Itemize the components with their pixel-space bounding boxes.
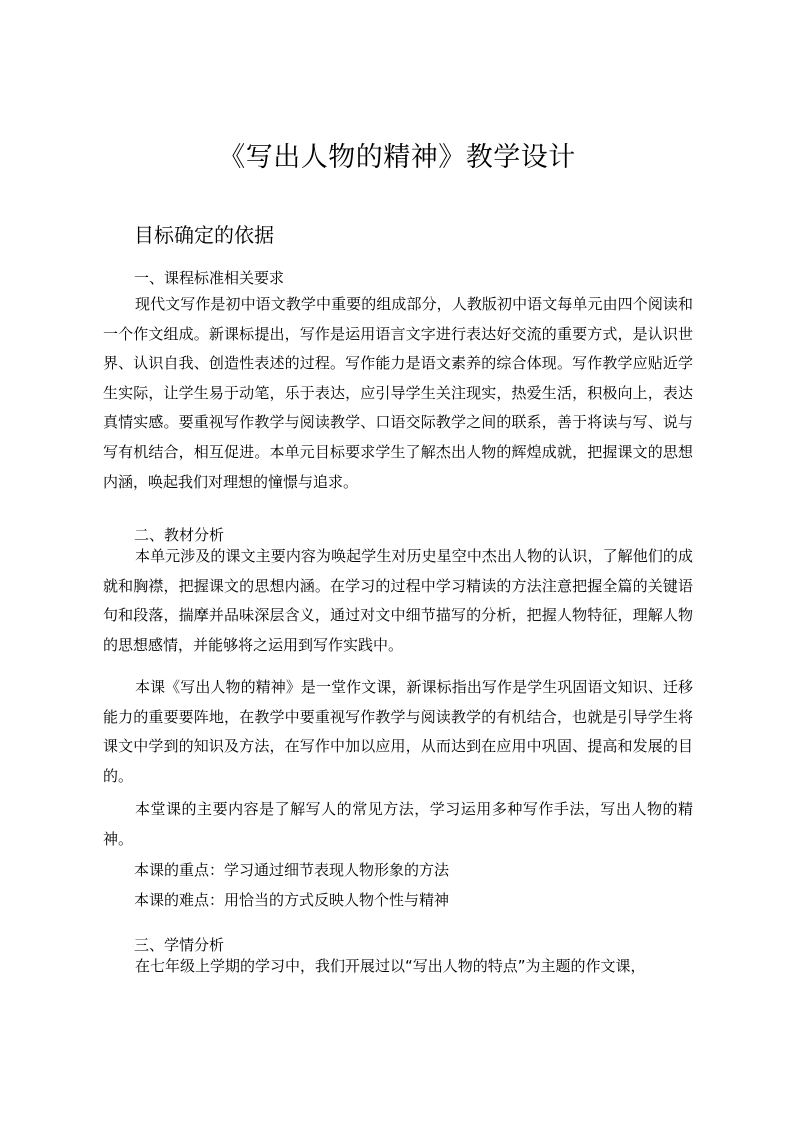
paragraph-students: 在七年级上学期的学习中，我们开展过以“写出人物的特点”为主题的作文课， bbox=[135, 957, 646, 975]
section-label-materials: 二、教材分析 bbox=[134, 526, 225, 544]
document-title: 《写出人物的精神》教学设计 bbox=[218, 142, 576, 173]
section-label-standards: 一、课程标准相关要求 bbox=[134, 269, 285, 287]
difficult-point: 本课的难点：用恰当的方式反映人物个性与精神 bbox=[134, 891, 450, 909]
paragraph-materials-3: 本堂课的主要内容是了解写人的常见方法，学习运用多种写作手法，写出人物的精神。 bbox=[103, 800, 693, 848]
key-point: 本课的重点：学习通过细节表现人物形象的方法 bbox=[134, 861, 450, 879]
paragraph-materials-2: 本课《写出人物的精神》是一堂作文课，新课标指出写作是学生巩固语文知识、迁移能力的重要要阵地，在教学中要重视写作教学与阅读教学的有机结合，也就是引导学生将课文中学到的知识及方法，在写作中加以应用，从而达到在应用中巩固、提高和发展的目的。 bbox=[103, 678, 693, 785]
paragraph-standards: 现代文写作是初中语文教学中重要的组成部分，人教版初中语文每单元由四个阅读和一个作文组成。新课标提出，写作是运用语言文字进行表达好交流的重要方式，是认识世界、认识自我、创造性表述的过程。写作能力是语文素养的综合体现。写作教学应贴近学生实际，让学生易于动笔，乐于表达，应引导学生关注现实，热爱生活，积极向上，表达真情实感。要重视写作教学与阅读教学、口语交际教学之间的联系，善于将读与写、说与写有机结合，相互促进。本单元目标要求学生了解杰出人物的辉煌成就，把握课文的思想内涵，唤起我们对理想的憧憬与追求。 bbox=[103, 295, 693, 491]
section-label-students: 三、学情分析 bbox=[134, 936, 225, 954]
paragraph-materials-1: 本单元涉及的课文主要内容为唤起学生对历史星空中杰出人物的认识，了解他们的成就和胸襟，把握课文的思想内涵。在学习的过程中学习精读的方法注意把握全篇的关键语句和段落，揣摩并品味深层含义，通过对文中细节描写的分析，把握人物特征，理解人物的思想感情，并能够将之运用到写作实践中。 bbox=[103, 547, 693, 654]
section-heading: 目标确定的依据 bbox=[134, 223, 274, 247]
